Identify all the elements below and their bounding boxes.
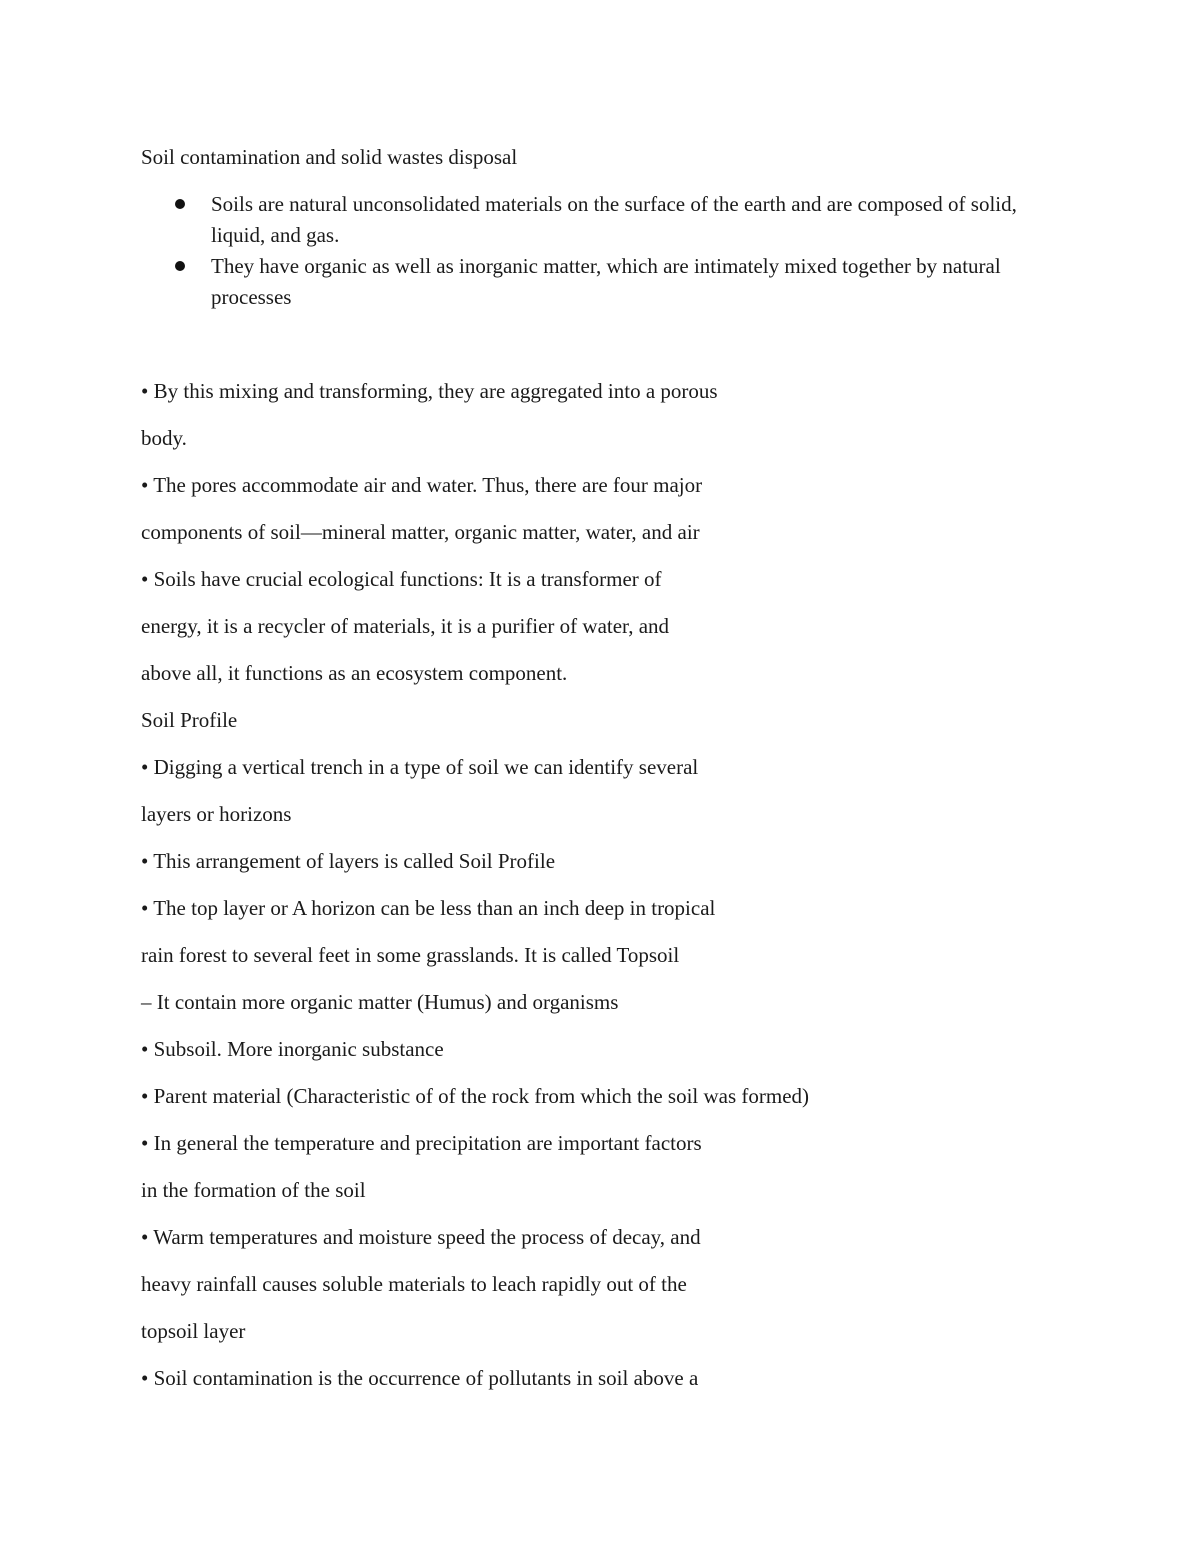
- text-line: energy, it is a recycler of materials, it is a purifier of water, and: [141, 614, 670, 638]
- text-line: layers or horizons: [141, 802, 292, 826]
- text-line: topsoil layer: [141, 1319, 246, 1343]
- section-heading: Soil Profile: [141, 708, 238, 732]
- text-line: above all, it functions as an ecosystem component.: [141, 661, 568, 685]
- text-line: • By this mixing and transforming, they are aggregated into a porous: [141, 379, 718, 403]
- list-item: [141, 251, 1071, 313]
- text-line: • In general the temperature and precipitation are important factors: [141, 1131, 702, 1155]
- list-item-text: Soils are natural unconsolidated materials on the surface of the earth and are composed of solid, liquid, and gas.: [211, 192, 1017, 247]
- text-line: • Parent material (Characteristic of of the rock from which the soil was formed): [141, 1084, 810, 1108]
- text-line: heavy rainfall causes soluble materials to leach rapidly out of the: [141, 1272, 687, 1296]
- text-line: components of soil—mineral matter, organic matter, water, and air: [141, 520, 700, 544]
- text-line: • Digging a vertical trench in a type of soil we can identify several: [141, 755, 699, 779]
- document-title: Soil contamination and solid wastes disposal: [141, 145, 518, 169]
- text-line: in the formation of the soil: [141, 1178, 366, 1202]
- text-line: • This arrangement of layers is called Soil Profile: [141, 849, 556, 873]
- text-line: • Warm temperatures and moisture speed the process of decay, and: [141, 1225, 701, 1249]
- text-line: • Subsoil. More inorganic substance: [141, 1037, 444, 1061]
- list-item-text: They have organic as well as inorganic matter, which are intimately mixed together by natural processes: [211, 254, 1001, 309]
- text-line: • The pores accommodate air and water. Thus, there are four major: [141, 473, 703, 497]
- text-line: • Soils have crucial ecological functions: It is a transformer of: [141, 567, 662, 591]
- text-line: • Soil contamination is the occurrence of pollutants in soil above a: [141, 1366, 699, 1390]
- text-line: rain forest to several feet in some grasslands. It is called Topsoil: [141, 943, 680, 967]
- list-item: [141, 189, 1071, 251]
- text-line: body.: [141, 426, 187, 450]
- bullet-dot-icon: [175, 261, 185, 271]
- bullet-list: [141, 189, 1071, 313]
- text-line: – It contain more organic matter (Humus) and organisms: [141, 990, 619, 1014]
- text-line: • The top layer or A horizon can be less than an inch deep in tropical: [141, 896, 716, 920]
- bullet-dot-icon: [175, 199, 185, 209]
